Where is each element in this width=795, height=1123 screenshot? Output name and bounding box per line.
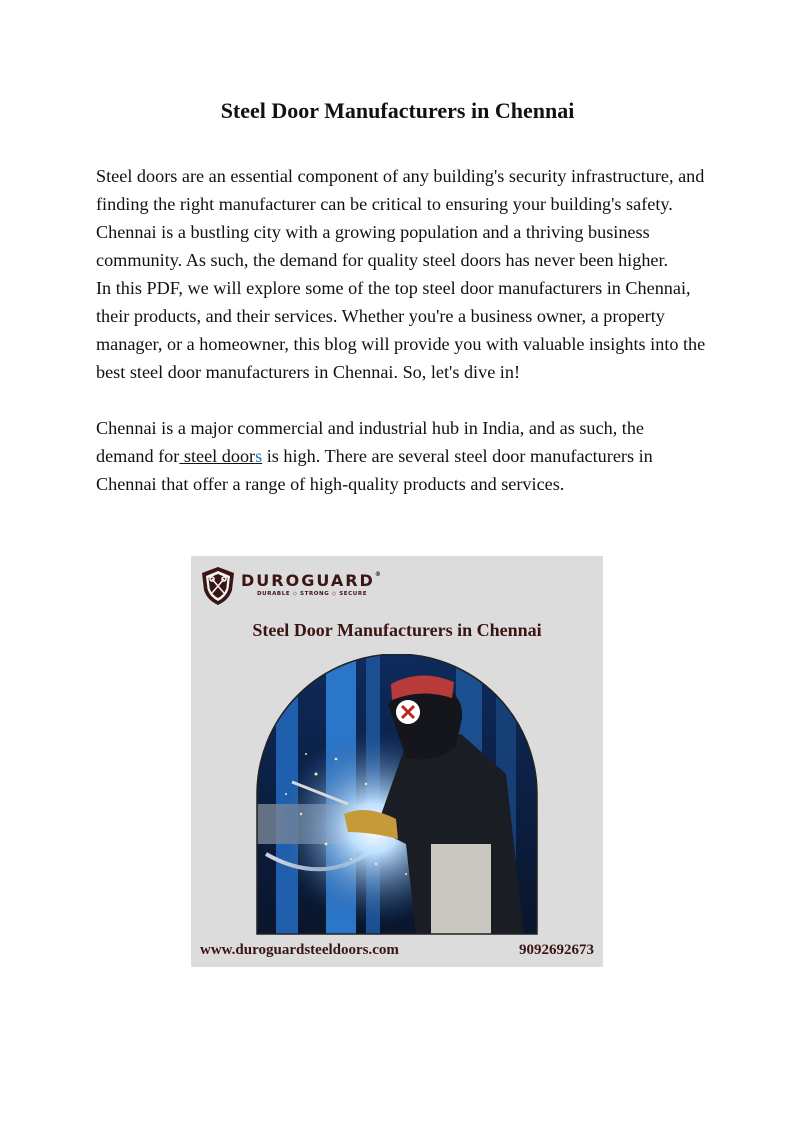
page-title: Steel Door Manufacturers in Chennai — [220, 98, 575, 123]
banner-title: Steel Door Manufacturers in Chennai — [252, 620, 542, 640]
paragraph-intro: Steel doors are an essential component of any building's security infrastructure, and finding the right manufacturer can be critical to ensuring your building's safety. Chennai is a bustling city with a growing population and a thriving business community. As such, the demand for quality steel doors has never been higher. — [96, 166, 705, 270]
brand-tagline: DURABLE ◇ STRONG ◇ SECURE — [257, 591, 368, 597]
document-body — [96, 162, 706, 498]
paragraph-demand-before: Chennai is a major commercial and industrial hub in India, and as such, the demand for — [96, 418, 645, 466]
paragraph-overview: In this PDF, we will explore some of the top steel door manufacturers in Chennai, their products, and their services. Whether you're a business owner, a property manager, or a homeowner, this blog will provide you with valuable insights into the best steel door manufacturers in Chennai. So, let's dive in! — [96, 278, 706, 382]
shield-logo-icon — [201, 566, 235, 606]
steel-doors-link-tail: s — [255, 446, 263, 466]
paragraph-demand-after: is high. There are several steel door manufacturers in Chennai that offer a range of high-quality products and services. — [96, 446, 653, 494]
website-url: www.duroguardsteeldoors.com — [200, 942, 399, 958]
paragraph-demand — [96, 414, 706, 498]
brand-wordmark: DUROGUARD — [241, 571, 375, 590]
brand-name — [241, 571, 381, 590]
welder-photo-image — [256, 654, 538, 935]
steel-doors-link-text: steel door — [179, 446, 256, 466]
steel-doors-link[interactable] — [179, 446, 262, 466]
promo-banner-image — [191, 556, 603, 967]
registered-mark: ® — [374, 571, 381, 578]
phone-number: 9092692673 — [519, 942, 594, 958]
